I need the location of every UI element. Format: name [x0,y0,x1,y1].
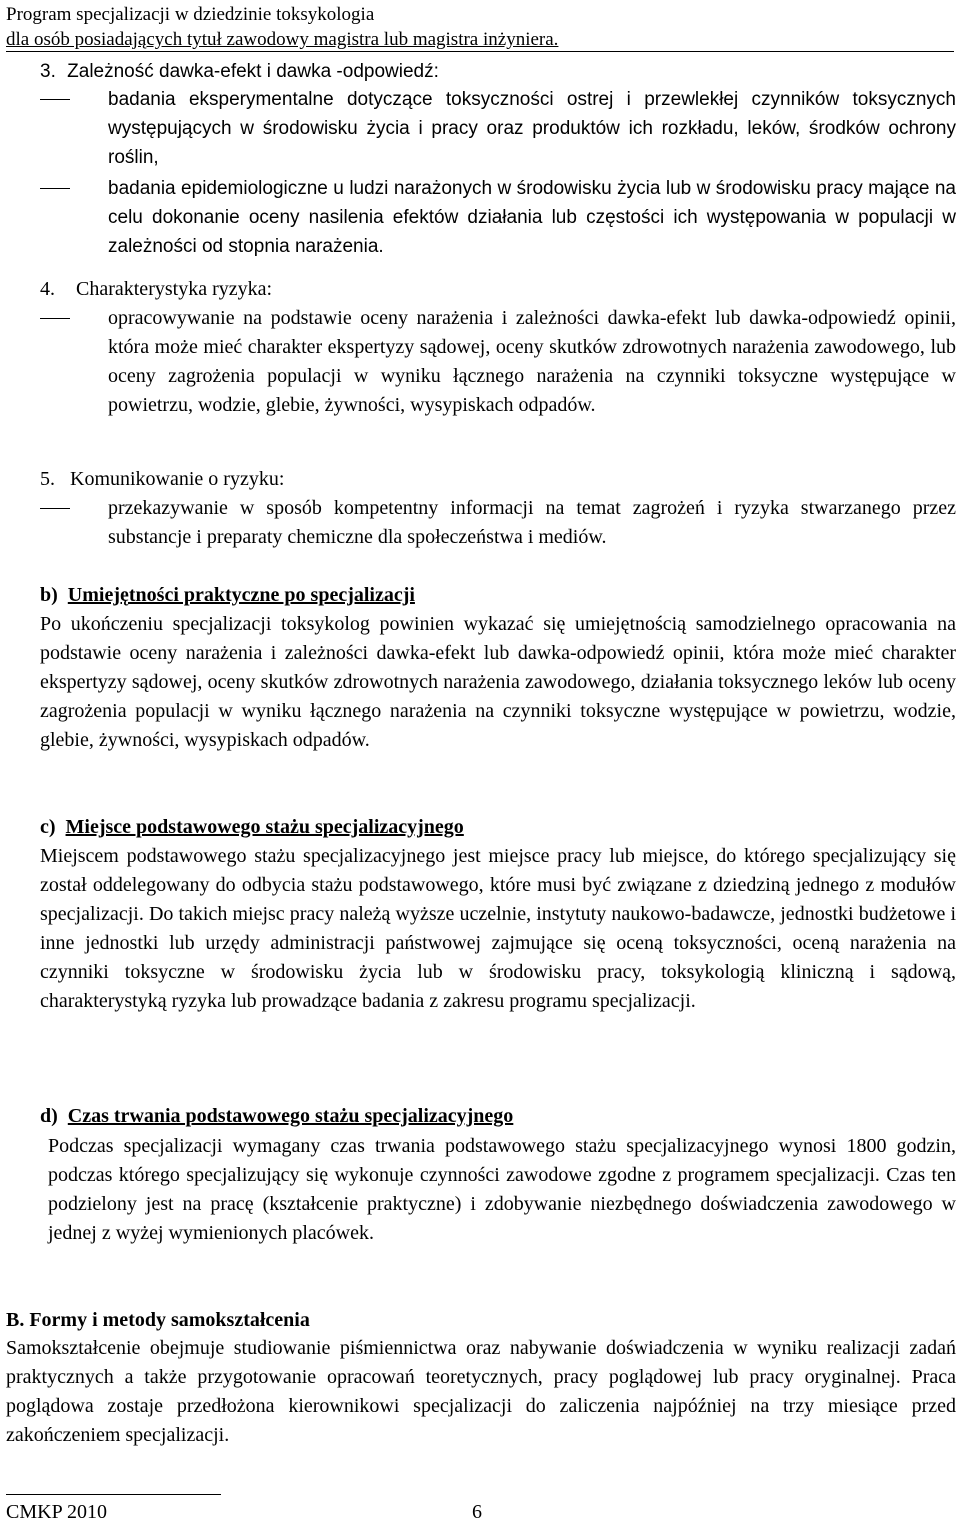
footer-label: CMKP 2010 [6,1501,107,1523]
list-dash-icon [40,318,70,319]
page-header [6,2,558,52]
section-5-item-1: przekazywanie w sposób kompetentny informacji na temat zagrożeń i ryzyka stwarzanego przez substancje i preparaty chemiczne dla społeczeństwa i mediów. [108,497,956,548]
section-d-text: Podczas specjalizacji wymagany czas trwania podstawowego stażu specjalizacyjnego wynosi 1800 godzin, podczas którego specjalizujący się wykonuje czynności zawodowe zgodne z programem specjalizacji. Czas ten podzielony jest na pracę (kształcenie praktyczne) i zdobywanie niezbędnego doświadczenia zawodowego w jednej z wyżej wymienionych placówek. [48,1135,956,1244]
section-4-number: 4. [40,278,55,300]
section-5-number: 5. [40,468,55,490]
section-B-text: Samokształcenie obejmuje studiowanie piśmiennictwa oraz nabywanie doświadczenia w wyniku realizacji zadań praktycznych a także przygotowanie opracowań teoretycznych, pracy poglądowej lub pracy oryginalnej. Praca poglądowa zostaje przedłożona kierownikowi specjalizacji do zaliczenia najpóźniej na trzy miesiące przed zakończeniem specjalizacji. [6,1337,956,1446]
section-b-heading [40,581,415,610]
footer-rule [6,1494,221,1495]
section-b-title: Umiejętności praktyczne po specjalizacji [67,584,415,606]
section-4-heading [40,275,272,304]
header-rule [6,51,954,52]
page-number: 6 [472,1501,482,1523]
list-dash-icon [40,188,70,189]
section-5-title: Komunikowanie o ryzyku: [70,468,285,490]
section-3-item-2: badania epidemiologiczne u ludzi narażonych w środowisku życia lub w środowisku pracy mające na celu dokonanie oceny nasilenia efektów działania lub częstości ich występowania w populacji w zależności od stopnia narażenia. [108,178,956,257]
section-c-prefix: c) [40,816,66,838]
section-d-heading [40,1102,513,1131]
section-3-number: 3. [40,61,56,82]
section-4-item-1: opracowywanie na podstawie oceny narażenia i zależności dawka-efekt lub dawka-odpowiedź opinii, która może mieć charakter ekspertyzy sądowej, oceny skutków zdrowotnych narażenia zawodowego, lub oceny zagrożenia populacji w wyniku łącznego narażenia na czynniki toksyczne występujące w powietrzu, wodzie, glebie, żywności, wysypiskach odpadów. [108,307,956,416]
list-dash-icon [40,508,70,509]
section-d-title: Czas trwania podstawowego stażu specjalizacyjnego [67,1105,514,1127]
section-b-text: Po ukończeniu specjalizacji toksykolog powinien wykazać się umiejętnością samodzielnego opracowania na podstawie oceny narażenia i zależności dawka-efekt lub dawka-odpowiedź opinii, która może mieć charakter ekspertyzy sądowej, oceny skutków zdrowotnych narażenia zawodowego, działania toksycznego leków lub oceny zagrożenia populacji w wyniku łącznego narażenia na czynniki toksyczne występujące w powietrzu, wodzie, glebie, żywności, wysypiskach odpadów. [40,613,956,751]
section-3-heading [40,57,439,86]
section-5-heading [40,465,284,494]
header-title-line2: dla osób posiadających tytuł zawodowy magistra lub magistra inżyniera. [6,29,559,50]
section-b-prefix: b) [40,584,68,606]
section-4-title: Charakterystyka ryzyka: [76,278,273,300]
section-c-title: Miejsce podstawowego stażu specjalizacyjnego [65,816,464,838]
section-c-heading [40,813,464,842]
section-3-item-1: badania eksperymentalne dotyczące toksyczności ostrej i przewlekłej czynników toksycznych występujących w środowisku życia i pracy oraz produktów ich rozkładu, leków, środków ochrony roślin, [108,89,956,168]
section-B-heading: B. Formy i metody samokształcenia [6,1309,310,1331]
section-d-prefix: d) [40,1105,68,1127]
section-3-title: Zależność dawka-efekt i dawka -odpowiedź: [67,61,439,82]
section-c-text: Miejscem podstawowego stażu specjalizacyjnego jest miejsce pracy lub miejsce, do którego specjalizujący się został oddelegowany do odbycia stażu podstawowego, które musi być związane z dziedziną jednego z modułów specjalizacji. Do takich miejsc pracy należą wyższe uczelnie, instytuty naukowo-badawcze, jednostki budżetowe i inne jednostki lub urzędy administracji państwowej zajmujące się oceną toksyczności, oceną narażenia na czynniki toksyczne w środowisku życia lub w środowisku pracy, toksykologią kliniczną i sądową, charakterystyką ryzyka lub prowadzące badania z zakresu programu specjalizacji. [40,845,956,1012]
list-dash-icon [40,99,70,100]
header-title-line1: Program specjalizacji w dziedzinie toksykologia [6,4,375,25]
